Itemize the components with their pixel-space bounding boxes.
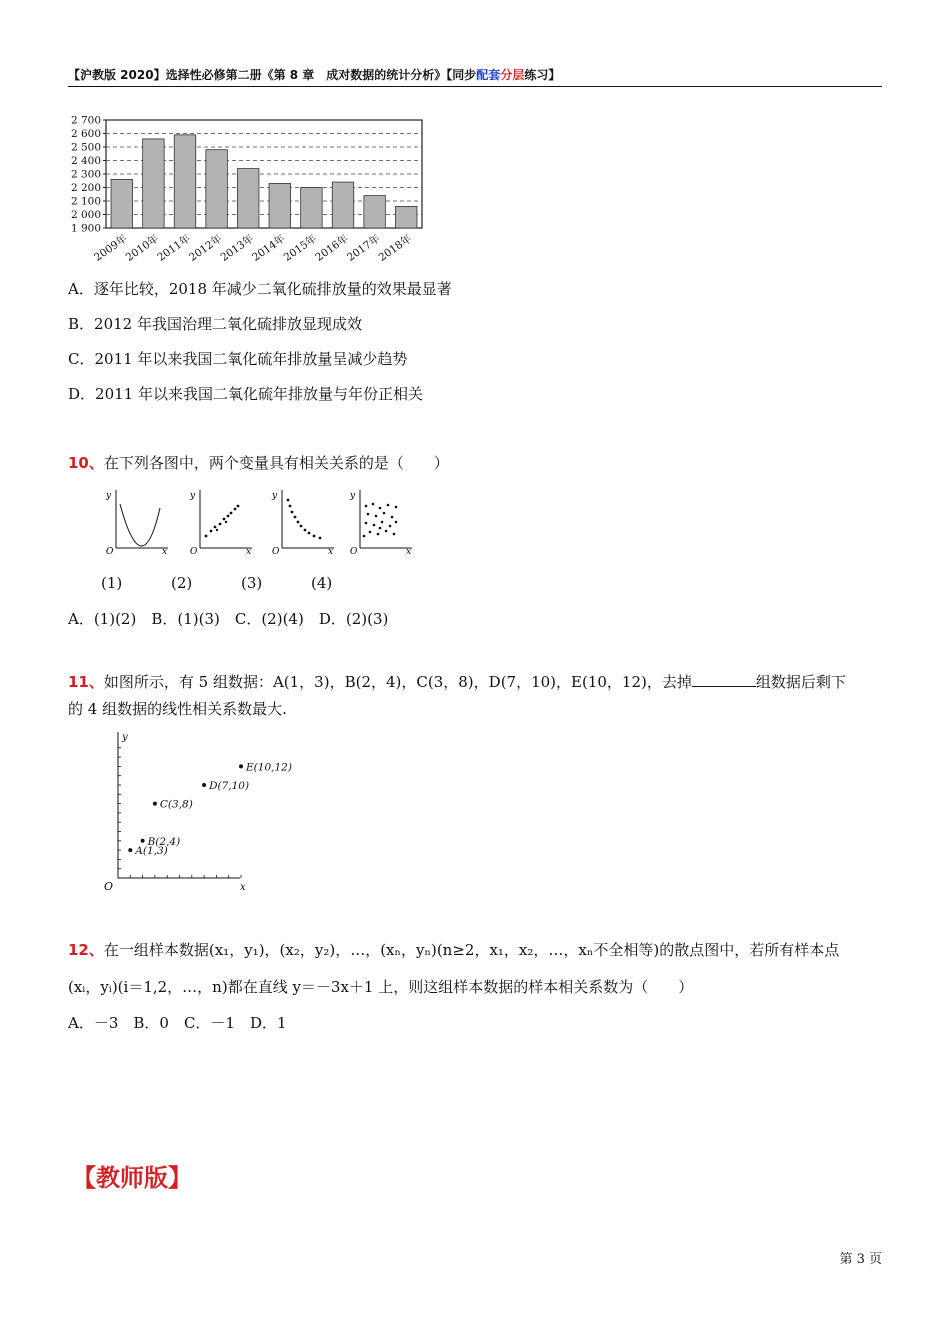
teacher-version-heading: 【教师版】 bbox=[72, 1164, 192, 1192]
header-highlight-blue: 配套 bbox=[476, 68, 501, 82]
data-point-label: C(3,8) bbox=[159, 798, 193, 811]
data-point bbox=[141, 839, 145, 843]
q10-graph-3 bbox=[268, 486, 338, 556]
q12-stem-line2: (xᵢ，yᵢ)(i＝1,2，…，n)都在直线 y＝－3x＋1 上，则这组样本数据的样本相关系数为（ ） bbox=[68, 978, 694, 996]
q10-graph-4-y: y bbox=[350, 491, 356, 501]
bar bbox=[395, 206, 416, 228]
data-point bbox=[128, 848, 132, 852]
q12-number: 12、 bbox=[68, 941, 104, 959]
q10-graph-3-origin: O bbox=[272, 547, 280, 556]
y-tick-label: 2 400 bbox=[70, 155, 101, 167]
header-highlight-red: 分层 bbox=[500, 68, 525, 82]
bar bbox=[269, 183, 290, 228]
q10-graph-2 bbox=[186, 486, 256, 556]
q10-graph-4 bbox=[346, 486, 416, 556]
axis-label-y: y bbox=[122, 732, 128, 743]
y-tick-label: 2 300 bbox=[70, 168, 101, 181]
y-tick-label: 1 900 bbox=[70, 222, 101, 235]
bar bbox=[111, 179, 132, 228]
q10-graph-4-points bbox=[363, 503, 398, 538]
q11-stem-line2: 的 4 组数据的线性相关系数最大. bbox=[68, 700, 287, 718]
q10-stem bbox=[68, 452, 449, 474]
x-tick-label: 2016年 bbox=[313, 232, 351, 264]
q10-graph-1-y: y bbox=[106, 491, 112, 501]
q11-scatter-plot bbox=[98, 728, 298, 898]
q11-number: 11、 bbox=[68, 673, 104, 691]
y-tick-label: 2 500 bbox=[70, 141, 101, 154]
bar bbox=[332, 182, 353, 228]
data-point-label: E(10,12) bbox=[246, 761, 292, 774]
q10-graph-1-origin: O bbox=[106, 547, 114, 556]
y-tick-label: 2 700 bbox=[70, 114, 101, 127]
q9-option-b: B．2012 年我国治理二氧化硫排放显现成效 bbox=[68, 315, 362, 333]
axis-origin: O bbox=[104, 880, 114, 893]
q10-label-3: (3) bbox=[241, 574, 263, 592]
q10-graph-1 bbox=[102, 486, 172, 556]
q10-graph-2-points bbox=[205, 505, 240, 538]
q9-option-d: D．2011 年以来我国二氧化硫年排放量与年份正相关 bbox=[68, 385, 423, 403]
q10-graph-3-x: x bbox=[328, 547, 334, 556]
bar bbox=[174, 135, 195, 228]
axis-label-x: x bbox=[240, 882, 246, 893]
q10-graph-1-x: x bbox=[162, 547, 168, 556]
y-tick-label: 2 200 bbox=[70, 182, 101, 194]
x-tick-label: 2010年 bbox=[123, 232, 162, 264]
q10-graph-2-y: y bbox=[190, 491, 196, 501]
q10-graph-3-points bbox=[287, 499, 322, 540]
x-tick-label: 2018年 bbox=[376, 232, 414, 264]
bar bbox=[237, 169, 258, 228]
page-header bbox=[68, 66, 882, 87]
q10-graph-2-origin: O bbox=[190, 547, 198, 556]
q11-text-a: 如图所示，有 5 组数据：A(1，3)，B(2，4)，C(3，8)，D(7，10)，E(10，12)，去掉 bbox=[103, 673, 692, 691]
q12-stem-line1 bbox=[68, 939, 839, 961]
data-point bbox=[202, 783, 206, 787]
q11-stem-line1 bbox=[68, 670, 846, 693]
header-text: 【沪教版 2020】选择性必修第二册《第 8 章 成对数据的统计分析》【同步 bbox=[68, 68, 477, 82]
q10-label-2: (2) bbox=[171, 574, 193, 592]
x-tick-label: 2011年 bbox=[155, 232, 193, 264]
bar bbox=[206, 150, 227, 228]
bar bbox=[301, 188, 322, 229]
q11-text-b: 组数据后剩下 bbox=[755, 673, 846, 691]
data-point bbox=[239, 764, 243, 768]
q10-graph-1-curve bbox=[120, 504, 160, 546]
bar-chart bbox=[60, 110, 460, 280]
q10-graph-2-x: x bbox=[246, 547, 252, 556]
data-point-label: A(1,3) bbox=[135, 845, 168, 858]
x-tick-label: 2009年 bbox=[92, 232, 130, 264]
y-tick-label: 2 100 bbox=[70, 195, 101, 208]
q10-graph-4-origin: O bbox=[350, 547, 358, 556]
x-tick-label: 2015年 bbox=[281, 232, 320, 264]
data-point-label: D(7,10) bbox=[209, 780, 250, 792]
q10-graph-3-y: y bbox=[272, 491, 278, 501]
data-point-label: B(2,4) bbox=[147, 835, 181, 848]
q10-options: A．(1)(2) B．(1)(3) C．(2)(4) D．(2)(3) bbox=[68, 610, 389, 628]
bar bbox=[143, 139, 164, 228]
header-text-end: 练习】 bbox=[524, 68, 561, 82]
q9-option-c: C．2011 年以来我国二氧化硫年排放量呈减少趋势 bbox=[68, 350, 408, 368]
q10-label-4: (4) bbox=[311, 574, 333, 592]
q10-text: 在下列各图中，两个变量具有相关关系的是（ ） bbox=[103, 454, 449, 472]
bar bbox=[364, 196, 385, 228]
q10-label-1: (1) bbox=[101, 574, 123, 592]
page-number: 第 3 页 bbox=[839, 1252, 882, 1267]
q12-options: A．－3 B．0 C．－1 D．1 bbox=[68, 1014, 287, 1032]
x-tick-label: 2013年 bbox=[218, 232, 256, 264]
x-tick-label: 2012年 bbox=[186, 232, 225, 264]
q11-answer-blank bbox=[692, 670, 756, 687]
y-tick-label: 2 600 bbox=[70, 128, 101, 140]
q9-option-a: A．逐年比较，2018 年减少二氧化硫排放量的效果最显著 bbox=[68, 280, 452, 298]
q10-number: 10、 bbox=[68, 454, 104, 472]
q12-text-a: 在一组样本数据(x₁，y₁)，(x₂，y₂)，…，(xₙ，yₙ)(n≥2，x₁，x₂，…，xₙ不全相等)的散点图中，若所有样本点 bbox=[103, 941, 840, 959]
data-point bbox=[153, 802, 157, 806]
y-tick-label: 2 000 bbox=[70, 209, 101, 221]
x-tick-label: 2014年 bbox=[250, 232, 288, 264]
q10-graph-4-x: x bbox=[406, 547, 412, 556]
x-tick-label: 2017年 bbox=[344, 232, 383, 264]
